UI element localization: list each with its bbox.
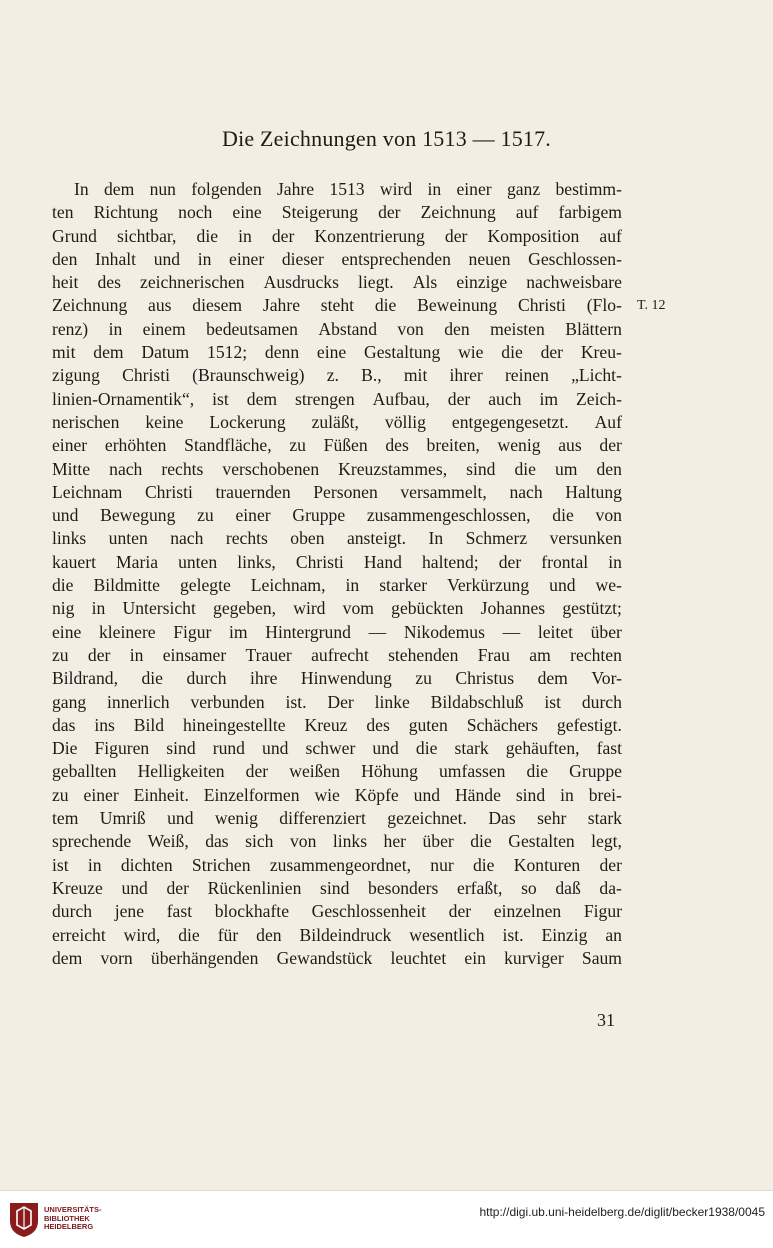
text-line: gang innerlich verbunden ist. Der linke Bildabschluß ist durch (52, 691, 622, 712)
text-line: linien-Ornamentik“, ist dem strengen Aufbau, der auch im Zeich- (52, 388, 622, 409)
text-line: den Inhalt und in einer dieser entsprechenden neuen Geschlossen- (52, 248, 622, 269)
text-line: Zeichnung aus diesem Jahre steht die Beweinung Christi (Flo- (52, 295, 622, 316)
text-line: Leichnam Christi trauernden Personen versammelt, nach Haltung (52, 481, 622, 502)
text-line: In dem nun folgenden Jahre 1513 wird in einer ganz bestimm- (74, 179, 622, 199)
text-line: nig in Untersicht gegeben, wird vom gebückten Johannes gestützt; (52, 598, 622, 619)
text-line: und Bewegung zu einer Gruppe zusammengeschlossen, die von (52, 505, 622, 526)
text-line: ten Richtung noch eine Steigerung der Zeichnung auf farbigem (52, 202, 622, 223)
text-line: durch jene fast blockhafte Geschlossenheit der einzelnen Figur (52, 901, 622, 922)
text-line: ist in dichten Strichen zusammengeordnet, nur die Konturen der (52, 854, 622, 875)
text-line: dem vorn überhängenden Gewandstück leuchtet ein kurviger Saum (52, 947, 622, 968)
digitization-footer (0, 1190, 773, 1248)
university-library-logo-icon (8, 1201, 40, 1239)
text-line: zigung Christi (Braunschweig) z. B., mit ihrer reinen „Licht- (52, 365, 622, 386)
text-line: nerischen keine Lockerung zuläßt, völlig entgegengesetzt. Auf (52, 411, 622, 432)
margin-note-plate-reference: T. 12 (637, 298, 666, 313)
text-line: Die Figuren sind rund und schwer und die stark gehäuften, fast (52, 738, 622, 759)
text-line: kauert Maria unten links, Christi Hand haltend; der frontal in (52, 551, 622, 572)
text-line: zu einer Einheit. Einzelformen wie Köpfe und Hände sind in brei- (52, 784, 622, 805)
text-line: Grund sichtbar, die in der Konzentrierung der Komposition auf (52, 225, 622, 246)
text-line: erreicht wird, die für den Bildeindruck wesentlich ist. Einzig an (52, 924, 622, 945)
text-line: die Bildmitte gelegte Leichnam, in starker Verkürzung und we- (52, 575, 622, 596)
body-paragraph (52, 178, 622, 970)
text-line: Mitte nach rechts verschobenen Kreuzstammes, sind die um den (52, 458, 622, 479)
text-line: renz) in einem bedeutsamen Abstand von den meisten Blättern (52, 318, 622, 339)
page-title: Die Zeichnungen von 1513 — 1517. (221, 126, 551, 151)
text-line: links unten nach rechts oben ansteigt. In Schmerz versunken (52, 528, 622, 549)
text-line: das ins Bild hineingestellte Kreuz des guten Schächers gefestigt. (52, 714, 622, 735)
text-line: zu der in einsamer Trauer aufrecht stehenden Frau am rechten (52, 644, 622, 665)
text-line: Bildrand, die durch ihre Hinwendung zu Christus dem Vor- (52, 668, 622, 689)
page-number: 31 (597, 1010, 615, 1030)
text-line: eine kleinere Figur im Hintergrund — Nikodemus — leitet über (52, 621, 622, 642)
text-line: einer erhöhten Standfläche, zu Füßen des breiten, wenig aus der (52, 435, 622, 456)
text-line: tem Umriß und wenig differenziert gezeichnet. Das sehr stark (52, 808, 622, 829)
text-line: geballten Helligkeiten der weißen Höhung umfassen die Gruppe (52, 761, 622, 782)
text-line: heit des zeichnerischen Ausdrucks liegt. Als einzige nachweisbare (52, 272, 622, 293)
text-line: mit dem Datum 1512; denn eine Gestaltung wie die der Kreu- (52, 342, 622, 363)
text-line: Kreuze und der Rückenlinien sind besonders erfaßt, so daß da- (52, 877, 622, 898)
text-line: sprechende Weiß, das sich von links her über die Gestalten legt, (52, 831, 622, 852)
library-name: UNIVERSITÄTS- BIBLIOTHEK HEIDELBERG (44, 1205, 102, 1232)
source-url-link[interactable]: http://digi.ub.uni-heidelberg.de/diglit/becker1938/0045 (479, 1205, 765, 1219)
